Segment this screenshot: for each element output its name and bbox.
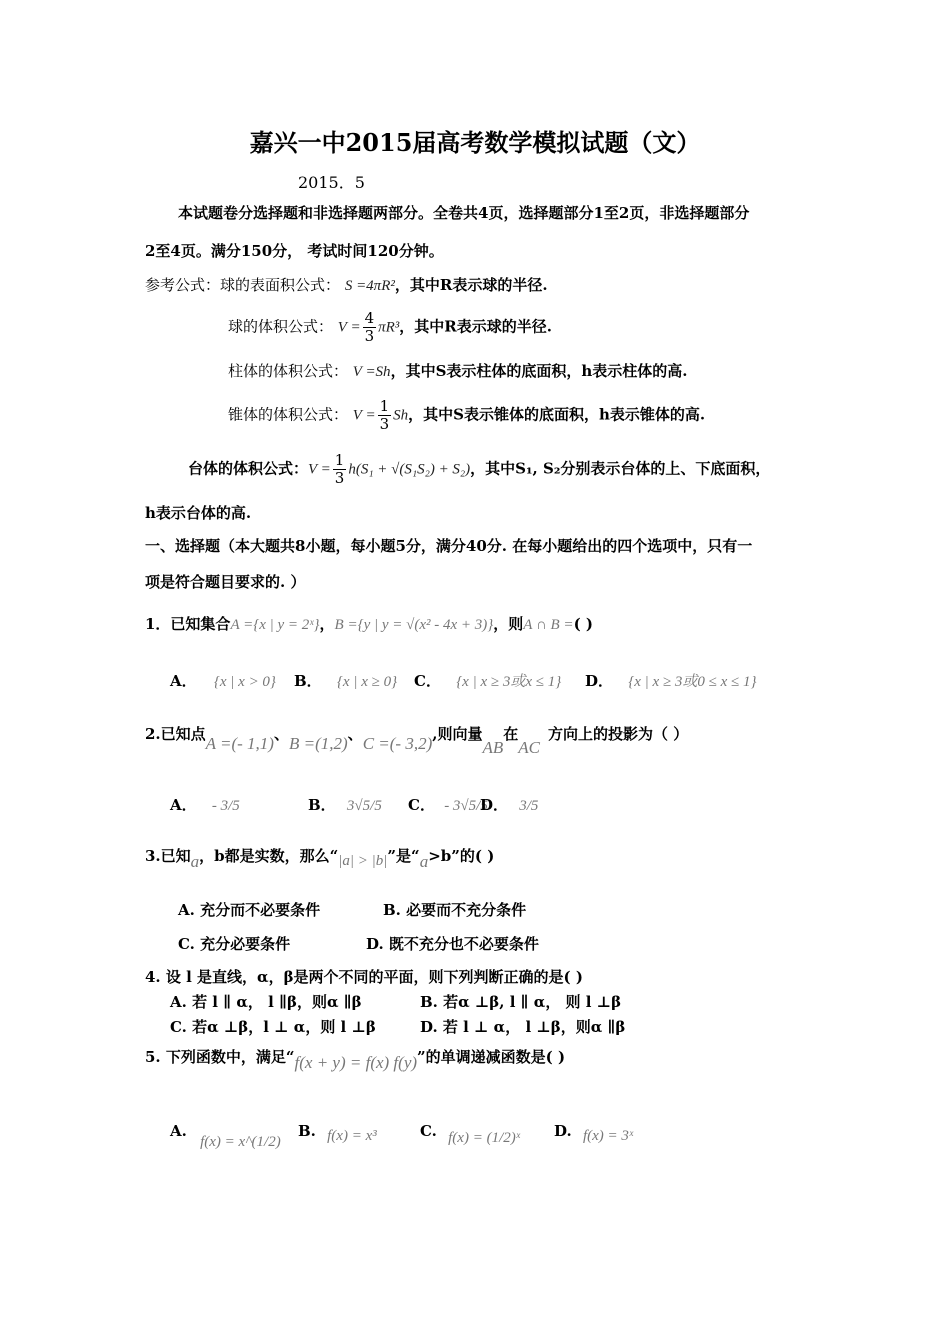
q2-on: 在 [503, 725, 519, 743]
formula-heading: 参考公式： [145, 276, 221, 294]
q2-stem-text: 2.已知点 [145, 725, 206, 743]
frustum-label: 台体的体积公式： [188, 459, 309, 478]
question-4-stem: 4. 设 l 是直线，α，β是两个不同的平面，则下列判断正确的是( ) [145, 968, 583, 986]
q3-option-b: B. 必要而不充分条件 [383, 901, 527, 919]
frustum-lhs: V = [308, 461, 331, 478]
fraction-numerator: 1 [379, 397, 390, 415]
section-1-line-1: 一、选择题（本大题共8小题，每小题5分，满分40分. 在每小题给出的四个选项中，只有一 [145, 537, 753, 555]
option-value: 3√5/5 [346, 798, 382, 814]
option-label: B． [294, 672, 322, 690]
q3-a2: a [419, 852, 429, 871]
sphere-surface-note: ，其中R表示球的半径. [394, 276, 548, 294]
option-value: {x | x ≥ 3或0 ≤ x ≤ 1} [628, 674, 757, 690]
q4-option-a: A. 若 l ∥ α， l ∥β，则α ∥β [170, 993, 362, 1011]
q3-condition: |a| > |b| [338, 853, 388, 869]
option-value: f(x) = x^(1/2) [200, 1134, 281, 1150]
q2-tail: 方向上的投影为（ ） [548, 725, 689, 743]
option-label: A． [170, 672, 197, 690]
fraction-denominator: 3 [334, 469, 345, 487]
cone-label: 锥体的体积公式： [228, 405, 349, 424]
q1-sep: ， [319, 615, 335, 633]
intro-line-1: 本试题卷分选择题和非选择题两部分。全卷共4页，选择题部分1至2页，非选择题部分 [178, 204, 750, 222]
fraction-numerator: 1 [334, 451, 345, 469]
q5-stem-text: 5. 下列函数中，满足“ [145, 1048, 295, 1066]
q2-option-c [408, 794, 488, 817]
q3-option-c: C. 充分必要条件 [178, 935, 291, 953]
q5-option-c [420, 1120, 520, 1146]
q3-mid: ，b都是实数，那么“ [199, 847, 339, 865]
q1-then: ，则 [493, 615, 524, 633]
q1-option-a [170, 670, 276, 693]
sphere-surface-label: 球的表面积公式： [220, 276, 341, 294]
q5-option-b [298, 1120, 377, 1143]
formula-prism [228, 360, 688, 383]
sphere-volume-label: 球的体积公式： [228, 317, 334, 336]
q3-stem-text: 3.已知 [145, 847, 191, 865]
option-label: C． [414, 672, 441, 690]
fraction-denominator: 3 [379, 415, 390, 433]
frustum-rhs: h(S₁ + √(S₁S₂) + S₂) [348, 461, 471, 478]
option-value: - 3/5 [211, 798, 240, 814]
q2-vector-ac: AC [518, 738, 540, 757]
option-label: D． [585, 672, 614, 690]
option-value: - 3√5/5 [444, 798, 488, 814]
q1-set-a: A ={x | y = 2ˣ} [230, 617, 320, 633]
sphere-volume-fraction [363, 310, 377, 345]
q2-option-b [308, 794, 382, 817]
option-label: B. [298, 1122, 316, 1140]
option-label: C. [420, 1122, 437, 1140]
formula-sphere-volume [228, 310, 552, 345]
option-label: A. [170, 1122, 187, 1140]
q1-stem-text: 1．已知集合 [145, 615, 231, 633]
q1-answer-paren: ( ) [573, 615, 593, 633]
q3-a: a [190, 852, 200, 871]
option-value: {x | x > 0} [213, 674, 276, 690]
q5-option-a [170, 1120, 281, 1150]
q1-option-c [414, 670, 561, 693]
prism-note: ，其中S表示柱体的底面积，h表示柱体的高. [390, 362, 688, 380]
question-5-stem [145, 1046, 566, 1072]
option-value: {x | x ≥ 0} [336, 674, 398, 690]
q5-equation: f(x + y) = f(x) f(y) [294, 1053, 418, 1072]
cone-lhs: V = [352, 407, 376, 424]
option-value: f(x) = 3ˣ [582, 1128, 634, 1144]
q1-set-b: B ={y | y = √(x² - 4x + 3)} [334, 617, 494, 633]
question-1-stem [145, 613, 593, 636]
fraction-numerator: 4 [364, 309, 375, 327]
frustum-note-2: h表示台体的高. [145, 504, 252, 522]
question-3-stem [145, 845, 495, 871]
q2-point-a: A =(- 1,1) [205, 734, 274, 753]
option-label: D. [554, 1122, 572, 1140]
cone-rhs: Sh [393, 407, 409, 424]
q4-option-b: B. 若α ⊥β, l ∥ α， 则 l ⊥β [420, 993, 622, 1011]
option-value: f(x) = (1/2)ˣ [448, 1130, 520, 1146]
q2-mid: ,则向量 [432, 725, 483, 743]
option-value: f(x) = x³ [327, 1128, 377, 1144]
cone-note: ，其中S表示锥体的底面积，h表示锥体的高. [408, 405, 706, 424]
q3-mid2: ”是“ [387, 847, 420, 865]
q2-point-b: B =(1,2) [288, 734, 348, 753]
q2-option-d [480, 794, 538, 817]
page-title: 嘉兴一中2015届高考数学模拟试题（文） [249, 128, 701, 157]
sphere-volume-lhs: V = [337, 319, 361, 336]
q3-option-a: A. 充分而不必要条件 [178, 901, 321, 919]
q5-option-d [554, 1120, 633, 1143]
sphere-volume-rhs: πR³ [378, 319, 400, 336]
q4-option-c: C. 若α ⊥β，l ⊥ α，则 l ⊥β [170, 1018, 376, 1036]
formula-sphere-surface [145, 274, 548, 297]
q1-expr: A ∩ B = [523, 617, 574, 633]
frustum-note: ，其中S₁, S₂分别表示台体的上、下底面积， [470, 459, 771, 478]
prism-label: 柱体的体积公式： [228, 362, 349, 380]
q4-option-d: D. 若 l ⊥ α， l ⊥β，则α ∥β [420, 1018, 626, 1036]
q5-tail: ”的单调递减函数是( ) [417, 1048, 566, 1066]
option-label: C． [408, 796, 435, 814]
formula-cone [228, 398, 705, 433]
section-1-line-2: 项是符合题目要求的. ） [145, 573, 306, 591]
option-label: B． [308, 796, 336, 814]
sphere-volume-note: ，其中R表示球的半径. [399, 317, 552, 336]
frustum-fraction [333, 452, 347, 487]
fraction-denominator: 3 [364, 327, 375, 345]
question-2-stem: 2.已知点A =(- 1,1)、B =(1,2)、C =(- 3,2),则向量AB在AC方向上的投影为（ ） [145, 725, 689, 757]
q1-option-b [294, 670, 397, 693]
q2-vector-ab: AB [482, 738, 504, 757]
option-value: {x | x ≥ 3或x ≤ 1} [456, 674, 562, 690]
q2-point-c: C =(- 3,2) [362, 734, 433, 753]
formula-frustum [188, 452, 770, 487]
option-label: D． [480, 796, 509, 814]
q2-option-a [170, 794, 240, 817]
option-label: A． [170, 796, 197, 814]
prism-formula: V =Sh [352, 364, 391, 380]
q1-option-d [585, 670, 757, 693]
intro-line-2: 2至4页。满分150分， 考试时间120分钟。 [145, 242, 444, 260]
exam-date: 2015．5 [298, 173, 365, 192]
q3-option-d: D. 既不充分也不必要条件 [366, 935, 539, 953]
q3-tail: >b”的( ) [428, 847, 495, 865]
sphere-surface-formula: S =4πR² [344, 278, 395, 294]
cone-fraction [378, 398, 392, 433]
option-value: 3/5 [519, 798, 539, 814]
